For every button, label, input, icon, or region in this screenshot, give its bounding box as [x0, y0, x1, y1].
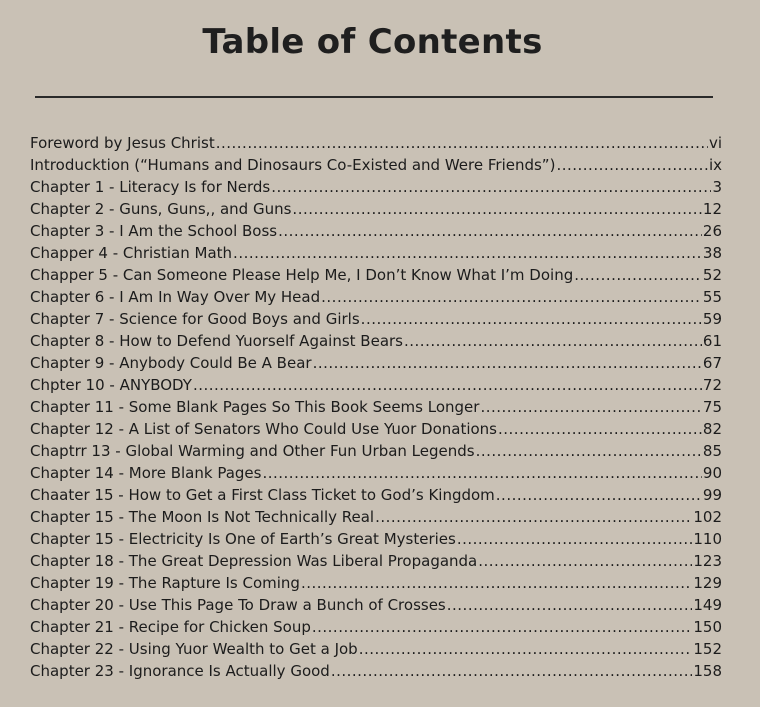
dot-leader — [476, 440, 702, 462]
toc-entry — [30, 396, 722, 418]
toc-entry — [30, 616, 722, 638]
page-title: Table of Contents — [202, 22, 543, 62]
toc-entry — [30, 220, 722, 242]
toc-entry — [30, 550, 722, 572]
dot-leader — [312, 616, 693, 638]
toc-entry-title: Chapter 8 - How to Defend Yuorself Against Bears — [30, 332, 403, 350]
dot-leader — [278, 220, 702, 242]
toc-entry-page-number: 12 — [702, 200, 722, 218]
toc-entry-title: Chapter 12 - A List of Senators Who Could Use Yuor Donations — [30, 420, 497, 438]
dot-leader — [480, 396, 701, 418]
toc-entry-title: Chapter 3 - I Am the School Boss — [30, 222, 278, 240]
dot-leader — [313, 352, 702, 374]
toc-entry — [30, 660, 722, 682]
dot-leader — [457, 528, 693, 550]
toc-entry-page-number: 158 — [693, 662, 722, 680]
toc-entry — [30, 154, 722, 176]
toc-entry — [30, 308, 722, 330]
toc-entry — [30, 638, 722, 660]
toc-entry-page-number: 102 — [693, 508, 722, 526]
dot-leader — [262, 462, 701, 484]
toc-entry — [30, 374, 722, 396]
toc-entry-page-number: 90 — [702, 464, 722, 482]
toc-entry — [30, 330, 722, 352]
toc-entry — [30, 462, 722, 484]
dot-leader — [375, 506, 692, 528]
toc-entry-page-number: 150 — [693, 618, 722, 636]
toc-entry-title: Chapter 9 - Anybody Could Be A Bear — [30, 354, 312, 372]
toc-entry-title: Chapter 7 - Science for Good Boys and Girls — [30, 310, 360, 328]
toc-entry-title: Chapter 20 - Use This Page To Draw a Bunch of Crosses — [30, 596, 446, 614]
toc-list — [30, 132, 722, 682]
toc-entry-title: Chapter 15 - Electricity Is One of Earth’s Great Mysteries — [30, 530, 456, 548]
dot-leader — [478, 550, 692, 572]
toc-entry — [30, 242, 722, 264]
dot-leader — [216, 132, 708, 154]
toc-entry-page-number: 149 — [693, 596, 722, 614]
toc-entry-page-number: 3 — [712, 178, 722, 196]
toc-entry — [30, 132, 722, 154]
dot-leader — [361, 308, 702, 330]
dot-leader — [233, 242, 702, 264]
toc-entry-title: Chapter 19 - The Rapture Is Coming — [30, 574, 300, 592]
toc-entry-page-number: 67 — [702, 354, 722, 372]
dot-leader — [321, 286, 702, 308]
toc-entry-title: Chapter 1 - Literacy Is for Nerds — [30, 178, 271, 196]
toc-entry-page-number: 55 — [702, 288, 722, 306]
toc-entry-page-number: 72 — [702, 376, 722, 394]
dot-leader — [292, 198, 701, 220]
dot-leader — [574, 264, 702, 286]
toc-entry-page-number: 129 — [693, 574, 722, 592]
toc-entry — [30, 506, 722, 528]
toc-entry-page-number: 123 — [693, 552, 722, 570]
toc-entry-page-number: 85 — [702, 442, 722, 460]
toc-entry — [30, 418, 722, 440]
toc-entry-title: Chapter 2 - Guns, Guns,, and Guns — [30, 200, 292, 218]
dot-leader — [301, 572, 692, 594]
toc-entry-title: Chapper 4 - Christian Math — [30, 244, 233, 262]
toc-entry-title: Chapter 14 - More Blank Pages — [30, 464, 262, 482]
toc-entry-title: Chaptrr 13 - Global Warming and Other Fun Urban Legends — [30, 442, 475, 460]
toc-entry-title: Chapter 6 - I Am In Way Over My Head — [30, 288, 321, 306]
dot-leader — [331, 660, 693, 682]
dot-leader — [359, 638, 693, 660]
toc-entry-title: Introducktion (“Humans and Dinosaurs Co-Existed and Were Friends”) — [30, 156, 556, 174]
toc-entry — [30, 440, 722, 462]
dot-leader — [193, 374, 702, 396]
toc-entry-title: Chapper 5 - Can Someone Please Help Me, I Don’t Know What I’m Doing — [30, 266, 574, 284]
toc-entry-title: Chaater 15 - How to Get a First Class Ticket to God’s Kingdom — [30, 486, 495, 504]
toc-entry — [30, 198, 722, 220]
toc-entry — [30, 264, 722, 286]
toc-entry — [30, 572, 722, 594]
toc-entry — [30, 528, 722, 550]
toc-entry-page-number: 110 — [693, 530, 722, 548]
toc-entry-title: Chapter 21 - Recipe for Chicken Soup — [30, 618, 311, 636]
toc-entry-page-number: 52 — [702, 266, 722, 284]
toc-entry-title: Chpter 10 - ANYBODY — [30, 376, 192, 394]
toc-entry-page-number: ix — [708, 156, 722, 174]
toc-entry-title: Chapter 15 - The Moon Is Not Technically Real — [30, 508, 375, 526]
toc-entry-page-number: 59 — [702, 310, 722, 328]
dot-leader — [404, 330, 702, 352]
toc-entry-page-number: 38 — [702, 244, 722, 262]
dot-leader — [556, 154, 708, 176]
toc-entry-page-number: 99 — [702, 486, 722, 504]
toc-entry-page-number: 26 — [702, 222, 722, 240]
dot-leader — [447, 594, 693, 616]
toc-entry-page-number: 61 — [702, 332, 722, 350]
toc-entry-page-number: 75 — [702, 398, 722, 416]
toc-entry-page-number: vi — [708, 134, 722, 152]
toc-entry-title: Chapter 22 - Using Yuor Wealth to Get a Job — [30, 640, 358, 658]
dot-leader — [498, 418, 702, 440]
toc-entry-page-number: 82 — [702, 420, 722, 438]
toc-entry — [30, 594, 722, 616]
toc-entry-page-number: 152 — [693, 640, 722, 658]
title-divider — [35, 96, 713, 98]
toc-entry-title: Chapter 18 - The Great Depression Was Liberal Propaganda — [30, 552, 478, 570]
dot-leader — [271, 176, 711, 198]
toc-entry — [30, 286, 722, 308]
toc-entry — [30, 352, 722, 374]
toc-entry-title: Foreword by Jesus Christ — [30, 134, 215, 152]
dot-leader — [496, 484, 702, 506]
toc-entry-title: Chapter 11 - Some Blank Pages So This Book Seems Longer — [30, 398, 480, 416]
toc-entry — [30, 176, 722, 198]
toc-entry-title: Chapter 23 - Ignorance Is Actually Good — [30, 662, 330, 680]
toc-entry — [30, 484, 722, 506]
